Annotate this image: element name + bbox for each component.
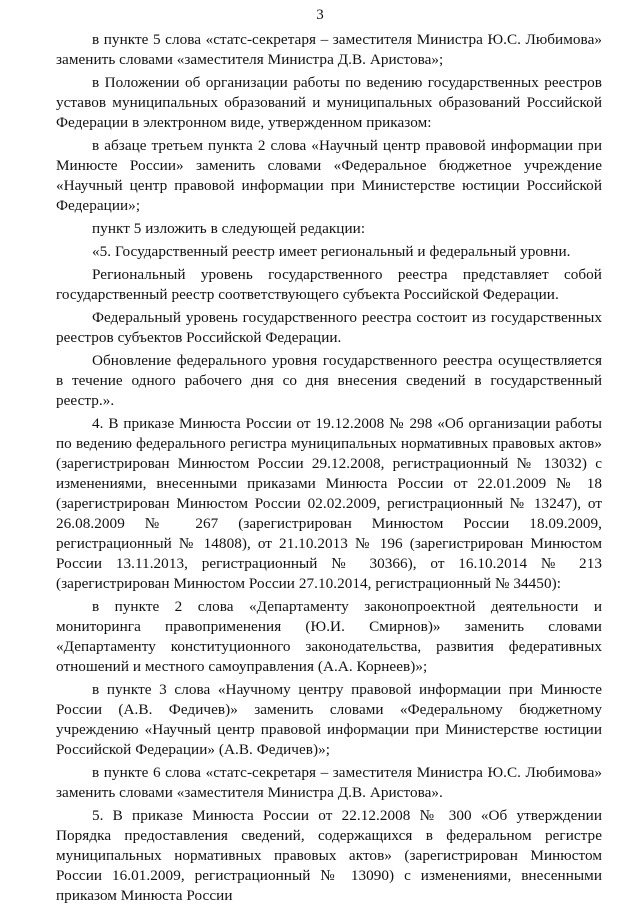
paragraph-4: пункт 5 изложить в следующей редакции: <box>92 220 366 237</box>
paragraph-12: в пункте 6 слова «статс-секретаря – заместителя Министра Ю.С. Любимова» заменить словами «заместителя Министра Д.В. Аристова». <box>56 764 602 801</box>
paragraph-11: в пункте 3 слова «Научному центру правовой информации при Минюсте России (А.В. Федичев)» заменить словами «Федеральному бюджетному учреждению «Научный центр правовой информации при Министерстве юстиции Российской Федерации» (А.В. Федичев)»; <box>56 681 602 758</box>
page-number: 3 <box>316 7 324 23</box>
document-body <box>56 30 602 906</box>
paragraph-9: 4. В приказе Минюста России от 19.12.2008 № 298 «Об организации работы по ведению федерального регистра муниципальных нормативных правовых актов» (зарегистрирован Минюстом России 29.12.2008, регистрационный № 13032) с изменениями, внесенными приказами Минюста России от 22.01.2009 № 18 (зарегистрирован Минюстом России 02.02.2009, регистрационный № 13247), от 26.08.2009 № 267 (зарегистрирован Минюстом России 18.09.2009, регистрационный № 14808), от 21.10.2013 № 196 (зарегистрирован Минюстом России 13.11.2013, регистрационный № 30366), от 16.10.2014 № 213 (зарегистрирован Минюстом России 27.10.2014, регистрационный № 34450): <box>56 415 602 592</box>
paragraph-2: в Положении об организации работы по ведению государственных реестров уставов муниципальных образований и муниципальных образований Российской Федерации в электронном виде, утвержденном приказом: <box>56 74 602 131</box>
paragraph-7: Федеральный уровень государственного реестра состоит из государственных реестров субъектов Российской Федерации. <box>56 309 602 346</box>
paragraph-13: 5. В приказе Минюста России от 22.12.2008 № 300 «Об утверждении Порядка предоставления сведений, содержащихся в федеральном регистре муниципальных нормативных правовых актов» (зарегистрирован Минюстом России 16.01.2009, регистрационный № 13090) с изменениями, внесенными приказом Минюста России <box>56 807 602 904</box>
paragraph-5: «5. Государственный реестр имеет региональный и федеральный уровни. <box>92 243 571 260</box>
paragraph-6: Региональный уровень государственного реестра представляет собой государственный реестр соответствующего субъекта Российской Федерации. <box>56 266 602 303</box>
paragraph-3: в абзаце третьем пункта 2 слова «Научный центр правовой информации при Минюсте России» заменить словами «Федеральное бюджетное учреждение «Научный центр правовой информации при Министерстве юстиции Российской Федерации»; <box>56 137 602 214</box>
paragraph-10: в пункте 2 слова «Департаменту законопроектной деятельности и мониторинга правоприменения (Ю.И. Смирнов)» заменить словами «Департаменту конституционного законодательства, развития федеративных отношений и местного самоуправления (А.А. Корнеев)»; <box>56 598 602 675</box>
paragraph-8: Обновление федерального уровня государственного реестра осуществляется в течение одного рабочего дня со дня внесения сведений в государственный реестр.». <box>56 352 602 409</box>
paragraph-1: в пункте 5 слова «статс-секретаря – заместителя Министра Ю.С. Любимова» заменить словами «заместителя Министра Д.В. Аристова»; <box>56 31 602 68</box>
